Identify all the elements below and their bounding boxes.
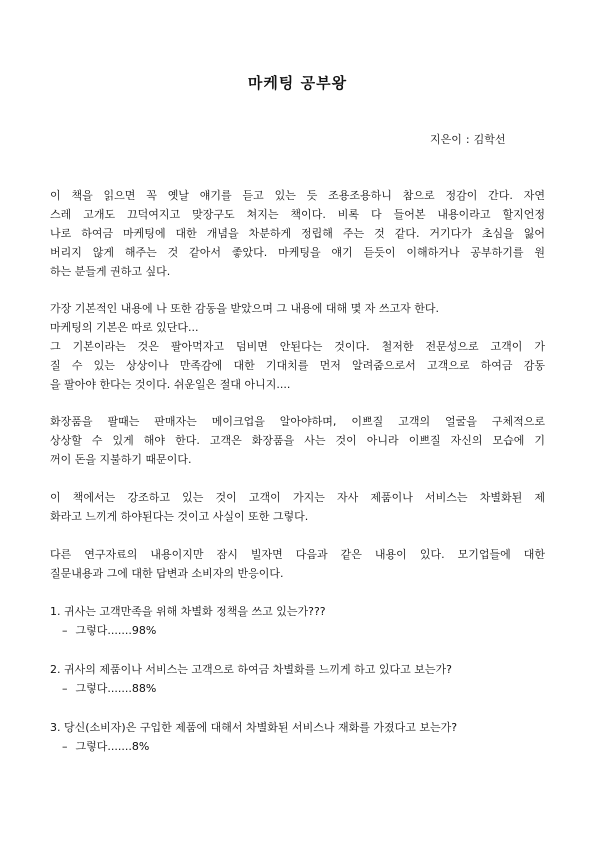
paragraph-3-line-1: 화장품을 팔때는 판매자는 메이크업을 알아야하며, 이쁘질 고객의 얼굴을 구체적으로 <box>50 415 545 428</box>
question-2: 2. 귀사의 제품이나 서비스는 고객으로 하여금 차별화를 느끼게 하고 있다고 보는가? <box>50 663 452 676</box>
author-label: 지은이 <box>430 133 462 146</box>
paragraph-2-line-1: 가장 기본적인 내용에 나 또한 감동을 받았으며 그 내용에 대해 몇 자 쓰고자 한다. <box>50 302 439 315</box>
answer-dash: – <box>62 624 68 637</box>
paragraph-1-line-4: 버리지 않게 해주는 것 같아서 좋았다. 마케팅을 얘기 듣듯이 이해하거나 공부하기를 원 <box>50 246 545 259</box>
paragraph-2-line-5: 을 팔아야 한다는 것이다. 쉬운일은 절대 아니지.... <box>50 378 291 391</box>
author-line <box>430 131 506 147</box>
paragraph-3-line-3: 꺼이 돈을 지불하기 때문이다. <box>50 453 192 466</box>
question-3: 3. 당신(소비자)은 구입한 제품에 대해서 차별화된 서비스나 재화를 가졌다고 보는가? <box>50 721 458 734</box>
answer-1 <box>62 623 156 639</box>
answer-dash: – <box>62 740 68 753</box>
paragraph-4-line-2: 화라고 느끼게 하야된다는 것이고 사실이 또한 그렇다. <box>50 510 309 523</box>
answer-text: 그렇다.......98% <box>75 624 157 637</box>
paragraph-2-line-2: 마케팅의 기본은 따로 있단다... <box>50 321 199 334</box>
answer-2 <box>62 681 156 697</box>
paragraph-1-line-1: 이 책을 읽으면 꼭 옛날 얘기를 듣고 있는 듯 조용조용하니 참으로 정감이 간다. 자연 <box>50 189 545 202</box>
paragraph-2-line-4: 질 수 있는 상상이나 만족감에 대한 기대치를 먼저 알려줌으로서 고객으로 하여금 감동 <box>50 359 545 372</box>
author-name: 김학선 <box>473 133 506 146</box>
paragraph-4-line-1: 이 책에서는 강조하고 있는 것이 고객이 가지는 자사 제품이나 서비스는 차별화된 제 <box>50 491 545 504</box>
paragraph-5-line-2: 질문내용과 그에 대한 답변과 소비자의 반응이다. <box>50 567 284 580</box>
answer-dash: – <box>62 682 68 695</box>
answer-text: 그렇다.......88% <box>75 682 157 695</box>
paragraph-1-line-2: 스레 고개도 끄덕여지고 맞장구도 쳐지는 책이다. 비록 다 들어본 내용이라고 할지언정 <box>50 208 545 221</box>
paragraph-1-line-5: 하는 분들게 권하고 싶다. <box>50 265 171 278</box>
answer-text: 그렇다.......8% <box>75 740 150 753</box>
author-separator: : <box>465 133 470 146</box>
paragraph-2-line-3: 그 기본이라는 것은 팔아먹자고 덤비면 안된다는 것이다. 철저한 전문성으로 고객이 가 <box>50 340 545 353</box>
answer-3 <box>62 739 149 755</box>
paragraph-5-line-1: 다른 연구자료의 내용이지만 잠시 빌자면 다음과 같은 내용이 있다. 모기업들에 대한 <box>50 548 545 561</box>
paragraph-1-line-3: 나로 하여금 마케팅에 대한 개념을 차분하게 정립해 주는 것 같다. 거기다가 초심을 잃어 <box>50 227 545 240</box>
document-title: 마케팅 공부왕 <box>247 74 348 92</box>
paragraph-3-line-2: 상상할 수 있게 해야 한다. 고객은 화장품을 사는 것이 아니라 이쁘질 자신의 모습에 기 <box>50 434 545 447</box>
question-1: 1. 귀사는 고객만족을 위해 차별화 정책을 쓰고 있는가??? <box>50 605 326 618</box>
